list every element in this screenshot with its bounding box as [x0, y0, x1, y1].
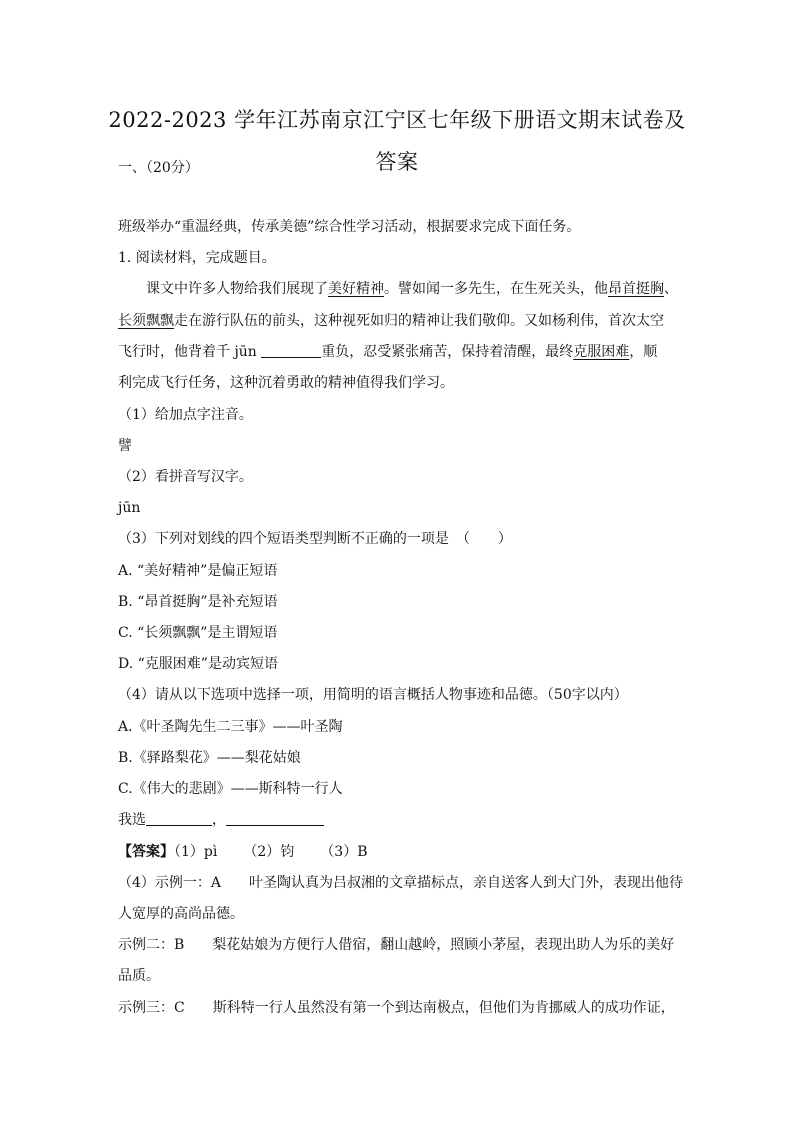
selection-blank-choice	[146, 811, 212, 826]
example-1-line-2: 人宽厚的高尚品德。	[118, 906, 244, 922]
option-c: C. “长须飘飘”是主谓短语	[118, 625, 278, 641]
answer-line: 【答案】（1）pì （2）钧 （3）B	[118, 844, 368, 860]
document-title-line1: 2022-2023 学年江苏南京江宁区七年级下册语文期末试卷及	[108, 108, 686, 132]
sub-question-4: （4）请从以下选项中选择一项，用简明的语言概括人物事迹和品德。（50字以内）	[118, 687, 628, 703]
example-2-line-2: 品质。	[118, 968, 160, 984]
answer-label: 【答案】	[118, 844, 174, 860]
option-a: A. “美好精神”是偏正短语	[118, 563, 278, 579]
question-1-title: 1. 阅读材料，完成题目。	[118, 250, 276, 266]
passage-line-4: 利完成飞行任务，这种沉着勇敢的精神值得我们学习。	[118, 375, 454, 391]
passage-line-1: 课文中许多人物给我们展现了美好精神。譬如闻一多先生，在生死关头，他昂首挺胸、	[146, 281, 678, 297]
document-title-line2: 答案	[375, 150, 419, 174]
option-b: B. “昂首挺胸”是补充短语	[118, 594, 278, 610]
example-3-line-1: 示例三：C 斯科特一行人虽然没有第一个到达南极点，但他们为肯挪威人的成功作证，	[118, 1000, 675, 1016]
passage-line-3: 飞行时，他背着千 jūn 重负，忍受紧张痛苦，保持着清醒，最终克服困难，顺	[118, 344, 658, 360]
fill-blank-jun	[261, 343, 321, 358]
sub-question-1: （1）给加点字注音。	[118, 407, 253, 423]
option-d: D. “克服困难”是动宾短语	[118, 656, 278, 672]
section-intro: 班级举办“重温经典，传承美德”综合性学习活动，根据要求完成下面任务。	[118, 219, 581, 235]
passage-line-2: 长须飘飘走在游行队伍的前头，这种视死如归的精神让我们敬仰。又如杨利伟，首次太空	[118, 313, 664, 329]
example-2-line-1: 示例二：B 梨花姑娘为方便行人借宿，翻山越岭，照顾小茅屋，表现出助人为乐的美好	[118, 937, 675, 953]
underlined-phrase-3: 长须飘飘	[118, 313, 174, 329]
choice-c: C.《伟大的悲剧》——斯科特一行人	[118, 781, 343, 797]
underlined-phrase-2: 昂首挺胸	[608, 281, 664, 297]
section-heading: 一、（20分）	[118, 160, 199, 176]
choice-a: A.《叶圣陶先生二三事》——叶圣陶	[118, 719, 343, 735]
example-1-line-1: （4）示例一：A 叶圣陶认真为吕叔湘的文章描标点，亲自送客人到大门外，表现出他待	[118, 875, 684, 891]
underlined-phrase-4: 克服困难	[573, 344, 630, 360]
selection-blank-reason	[226, 811, 324, 826]
choice-b: B.《驿路梨花》——梨花姑娘	[118, 750, 301, 766]
underlined-phrase-1: 美好精神	[328, 281, 384, 297]
sub-question-2-pinyin: jūn	[118, 500, 141, 516]
sub-question-1-char: 譬	[118, 438, 132, 454]
sub-question-2: （2）看拼音写汉字。	[118, 469, 253, 485]
sub-question-3: （3）下列对划线的四个短语类型判断不正确的一项是 （ ）	[118, 531, 512, 547]
selection-line: 我选 ，	[118, 810, 324, 830]
